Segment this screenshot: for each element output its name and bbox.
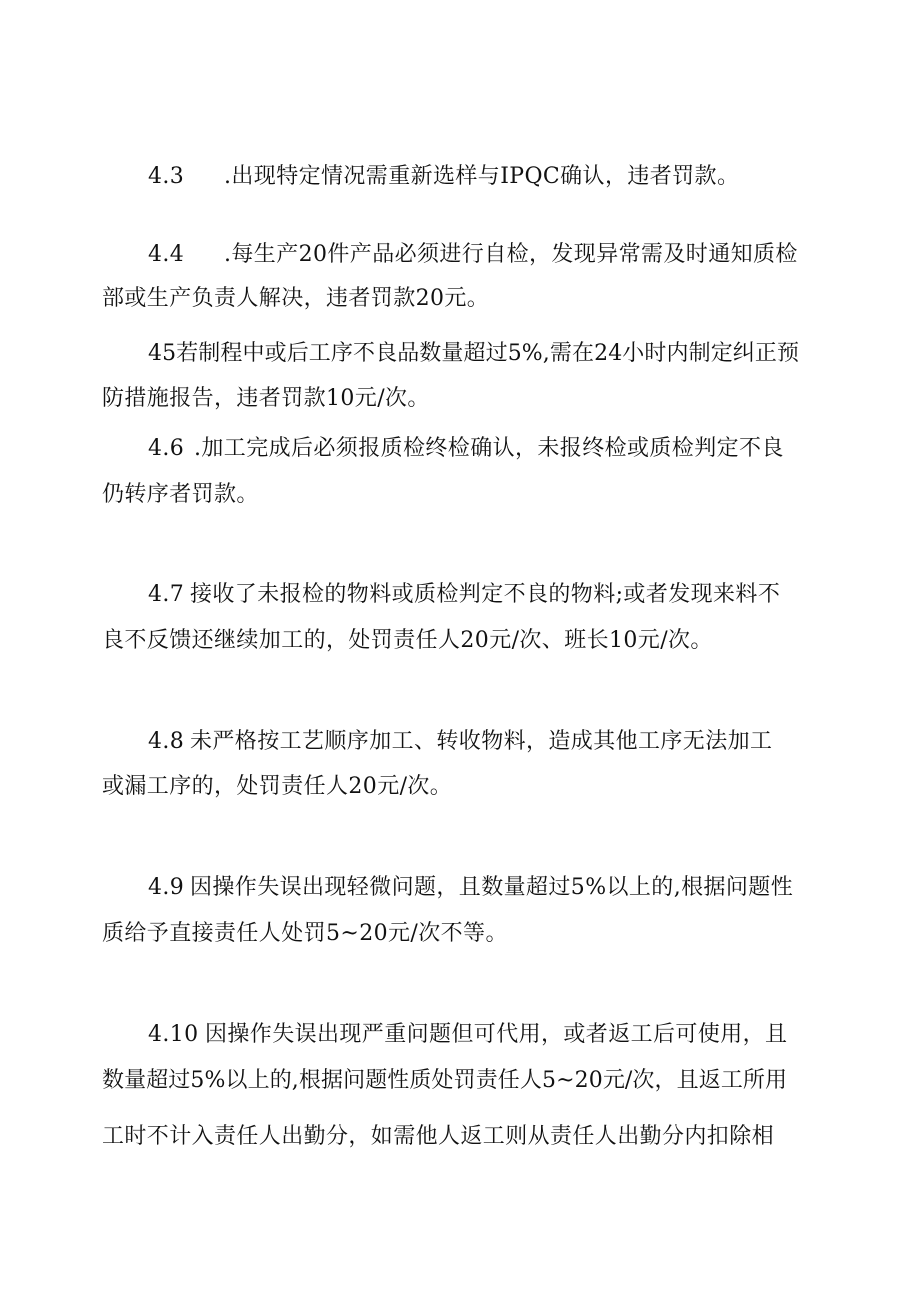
clause-4-10-line-1 [148, 1020, 787, 1050]
clause-4-7-line-2 [102, 626, 713, 656]
clause-text: 良不反馈还继续加工的，处罚责任人20元/次、班长10元/次。 [102, 628, 713, 653]
clause-4-4-line-1 [148, 240, 798, 270]
clause-text: 因操作失误出现严重问题但可代用，或者返工后可使用，且 [205, 1022, 788, 1047]
clause-4-5-line-2 [102, 384, 430, 414]
clause-4-4-line-2 [102, 284, 489, 314]
clause-number: 4.6 [148, 436, 185, 461]
clause-text: 工时不计入责任人出勤分，如需他人返工则从责任人出勤分内扣除相 [102, 1124, 775, 1149]
clause-text: 接收了未报检的物料或质检判定不良的物料;或者发现来料不 [190, 582, 781, 607]
clause-text: 未严格按工艺顺序加工、转收物料，造成其他工序无法加工 [190, 729, 773, 754]
clause-text: 或漏工序的，处罚责任人20元/次。 [102, 774, 453, 799]
clause-text: 数量超过5%以上的,根据问题性质处罚责任人5~20元/次，且返工所用 [102, 1068, 788, 1093]
clause-4-10-line-2 [102, 1066, 787, 1096]
clause-number: 4.8 [148, 729, 185, 754]
clause-4-5-line-1 [148, 339, 799, 369]
clause-text: .加工完成后必须报质检终检确认，未报终检或质检判定不良 [194, 436, 784, 461]
clause-4-6-line-2 [102, 480, 259, 510]
clause-text: 因操作失误出现轻微问题，且数量超过5%以上的,根据问题性 [190, 875, 794, 900]
clause-number: 45 [148, 341, 177, 366]
clause-number: 4.3 [148, 164, 185, 189]
clause-4-7-line-1 [148, 580, 780, 610]
clause-4-9-line-1 [148, 873, 793, 903]
clause-4-6-line-1 [148, 434, 784, 464]
clause-4-3-line-1 [148, 162, 739, 192]
clause-4-9-line-2 [102, 919, 508, 949]
clause-text: .每生产20件产品必须进行自检，发现异常需及时通知质检 [224, 242, 798, 267]
clause-text: 若制程中或后工序不良品数量超过5%,需在24小时内制定纠正预 [176, 341, 800, 366]
clause-number: 4.9 [148, 875, 185, 900]
clause-text: 质给予直接责任人处罚5~20元/次不等。 [102, 921, 508, 946]
clause-4-8-line-1 [148, 727, 772, 757]
clause-text: .出现特定情况需重新选样与IPQC确认，违者罚款。 [224, 164, 740, 189]
clause-number: 4.7 [148, 582, 185, 607]
clause-number: 4.10 [148, 1022, 199, 1047]
clause-text: 仍转序者罚款。 [102, 482, 259, 507]
clause-text: 防措施报告，违者罚款10元/次。 [102, 386, 430, 411]
clause-number: 4.4 [148, 242, 185, 267]
clause-4-10-line-3 [102, 1122, 774, 1152]
clause-text: 部或生产负责人解决，违者罚款20元。 [102, 286, 490, 311]
clause-4-8-line-2 [102, 772, 452, 802]
